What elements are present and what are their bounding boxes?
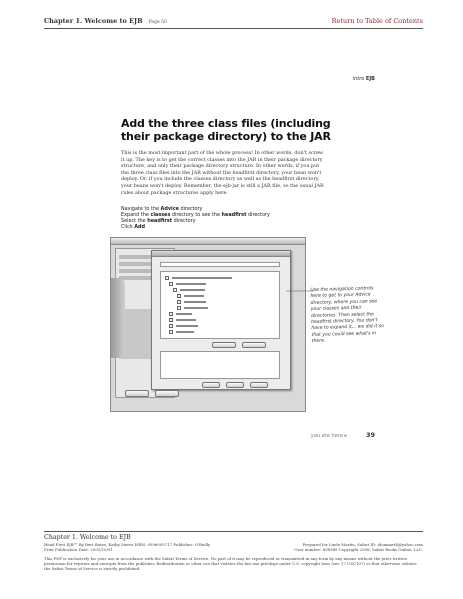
footer-prepared-for: Prepared for Linda Martin, Safari ID: dionmart4@yahoo.com — [302, 542, 423, 547]
footer-book-info: Head First EJB™ By Bert Bates, Kathy Sierra ISBN: 0596005717 Publisher: O'Reilly — [44, 542, 211, 547]
screenshot-titlebar — [111, 238, 305, 245]
you-are-here-label: you are here ▸ — [311, 433, 348, 439]
step-4: Click Add — [121, 224, 146, 230]
header-page-label: Page 50 — [148, 20, 167, 25]
footer-legal-notice: This PDF is exclusively for your use in accordance with the Safari Terms of Service. No part of it may be reproduced or transmitted in any form by any means without the prior written permission for reprints and excerpts from the publisher. Redistribution or other use that violates the fair use privilege under U.S. copyright laws (see 17 USC107) or that otherwise violates the Safari Terms of Service is strictly prohibited. — [44, 556, 417, 571]
remove-button[interactable] — [242, 342, 266, 348]
step-2: Expand the classes directory to see the headfirst directory — [121, 212, 270, 218]
body-paragraph: This is the most important part of the whole process! In other words, don't screw it up. The key is to get the correct classes into the JAR in their package directory structure, and only their package directory structure. In other words, if you put the three class files into the JAR without the headfirst directory, your bean won't deploy. Or, if you include the classes directory as well as the headfirst directory, your beans won't deploy. Remember, the ejb-jar is still a JAR file, so the usual JAR rules about package structures apply here. — [121, 150, 324, 196]
directory-path-field — [160, 262, 280, 267]
deploytool-screenshot — [110, 237, 306, 412]
cancel-button[interactable] — [226, 382, 244, 388]
ok-button[interactable] — [202, 382, 220, 388]
add-button[interactable] — [212, 342, 236, 348]
return-to-toc-link[interactable]: Return to Table of Contents — [331, 17, 423, 25]
step-3: Select the headfirst directory — [121, 218, 196, 224]
help-button-main[interactable] — [125, 390, 149, 397]
footer-user-number: User number: 898989 Copyright 2008, Safari Books Online, LLC. — [294, 547, 423, 552]
header-chapter: Chapter 1. Welcome to EJB Page 50 — [44, 17, 167, 25]
footer-divider — [44, 531, 423, 532]
edit-contents-dialog — [151, 250, 291, 390]
directory-tree — [160, 271, 280, 339]
handwritten-note: Use the navigation controls here to get to your Advice directory, where you can see your classes and their directories. Then select the headfirst directory. You don't have to expand it... we did it so that you could see what's in there. — [310, 286, 385, 345]
instruction-steps — [121, 206, 321, 230]
page-number: 39 — [366, 431, 376, 439]
decompose-button[interactable] — [155, 390, 179, 397]
hand-illustration — [111, 278, 125, 358]
help-button[interactable] — [250, 382, 268, 388]
section-title: Add the three class files (including their package directory) to the JAR — [121, 117, 331, 143]
step-1: Navigate to the Advice directory — [121, 206, 203, 212]
intro-tag: intro EJB — [352, 76, 375, 82]
footer-chapter: Chapter 1. Welcome to EJB — [44, 534, 131, 541]
contents-list — [160, 351, 280, 379]
header-divider — [44, 28, 423, 29]
footer-publication-date: Print Publication Date: 2003/10/01 — [44, 547, 113, 552]
